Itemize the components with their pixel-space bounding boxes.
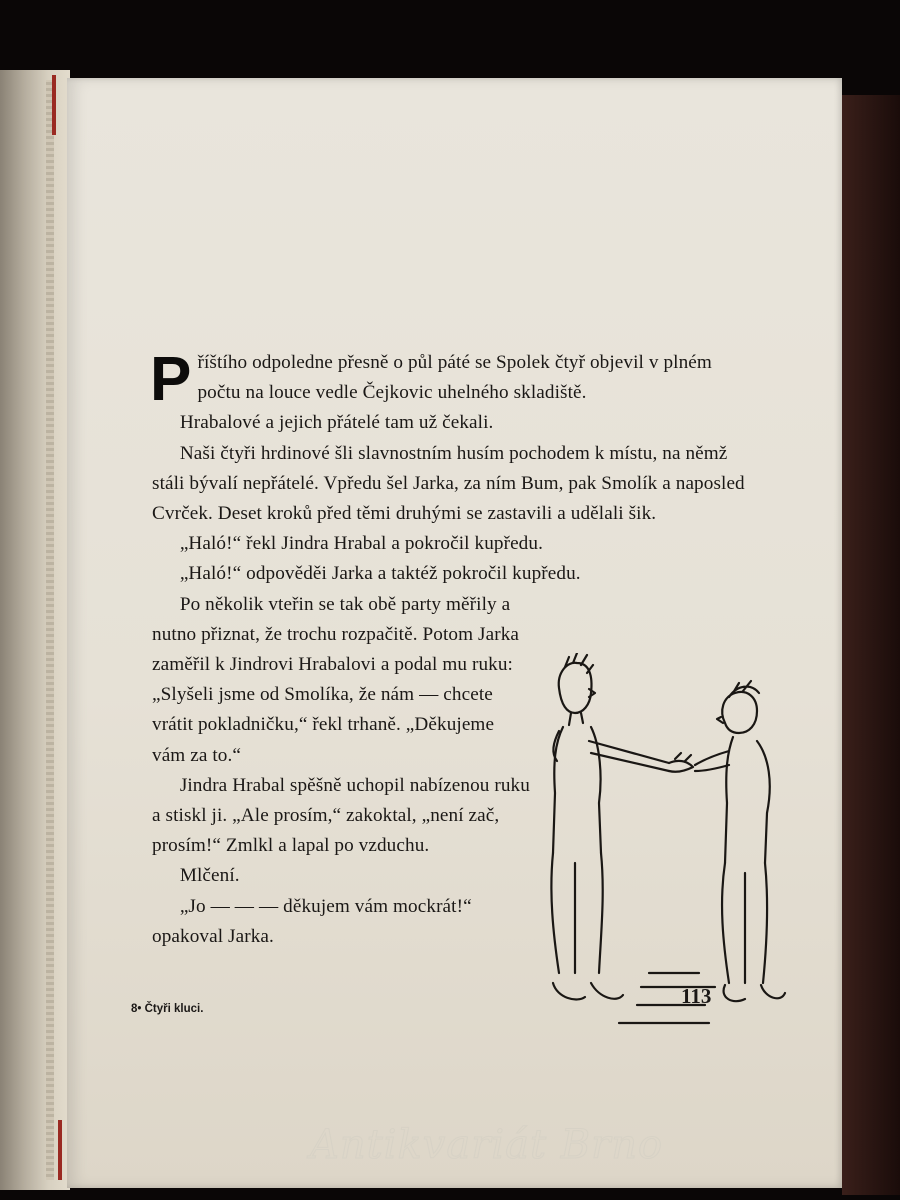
paragraph-1-text: říštího odpoledne přesně o půl páté se Spolek čtyř objevil v plném počtu na louce vedle Čejkovic uhelného skladiště.: [197, 352, 712, 404]
paragraph-9: „Jo — — — děkujem vám mockrát!“ opakoval Jarka.: [152, 895, 472, 947]
paragraph-4: „Haló!“ řekl Jindra Hrabal a pokročil kupředu.: [179, 533, 543, 555]
two-boys-handshake-drawing: [519, 653, 789, 1033]
book-cover-right: [842, 95, 900, 1195]
drop-cap: P: [150, 345, 192, 414]
paragraph-5: „Haló!“ odpověděi Jarka a taktéž pokročil kupředu.: [179, 563, 581, 585]
page-number: 113: [681, 984, 712, 1008]
cover-edge-bottom: [58, 1120, 62, 1180]
page-edges: [46, 80, 54, 1180]
watermark: Antikvariát Brno: [310, 1122, 664, 1168]
signature-mark: 8• Čtyři kluci.: [131, 1003, 204, 1015]
paragraph-2: Hrabalové a jejich přátelé tam už čekali.: [179, 412, 494, 434]
paragraph-8: Mlčení.: [179, 865, 240, 887]
cover-edge-top: [52, 75, 56, 135]
book-page: [67, 78, 842, 1188]
paragraph-3: Naši čtyři hrdinové šli slavnostním husím pochodem k místu, na němž stáli bývalí nepřátelé. Vpředu šel Jarka, za ním Bum, pak Smolík a naposled Cvrček. Deset kroků před těmi druhými se zastavili a udělali šik.: [152, 442, 745, 525]
book-gutter-left: [0, 70, 70, 1190]
paragraph-7: Jindra Hrabal spěšně uchopil nabízenou ruku a stiskl ji. „Ale prosím,“ zakoktal, „není zač, prosím!“ Zmlkl a lapal po vzduchu.: [152, 774, 530, 857]
paragraph-1: [150, 345, 752, 414]
paragraph-6: Po několik vteřin se tak obě party měřily a nutno přiznat, že trochu rozpačitě. Potom Jarka zaměřil k Jindrovi Hrabalovi a podal mu ruku: „Slyšeli jsme od Smolíka, že nám — chcete vrátit pokladničku,“ řekl trhaně. „Děkujeme vám za to.“: [152, 593, 520, 766]
